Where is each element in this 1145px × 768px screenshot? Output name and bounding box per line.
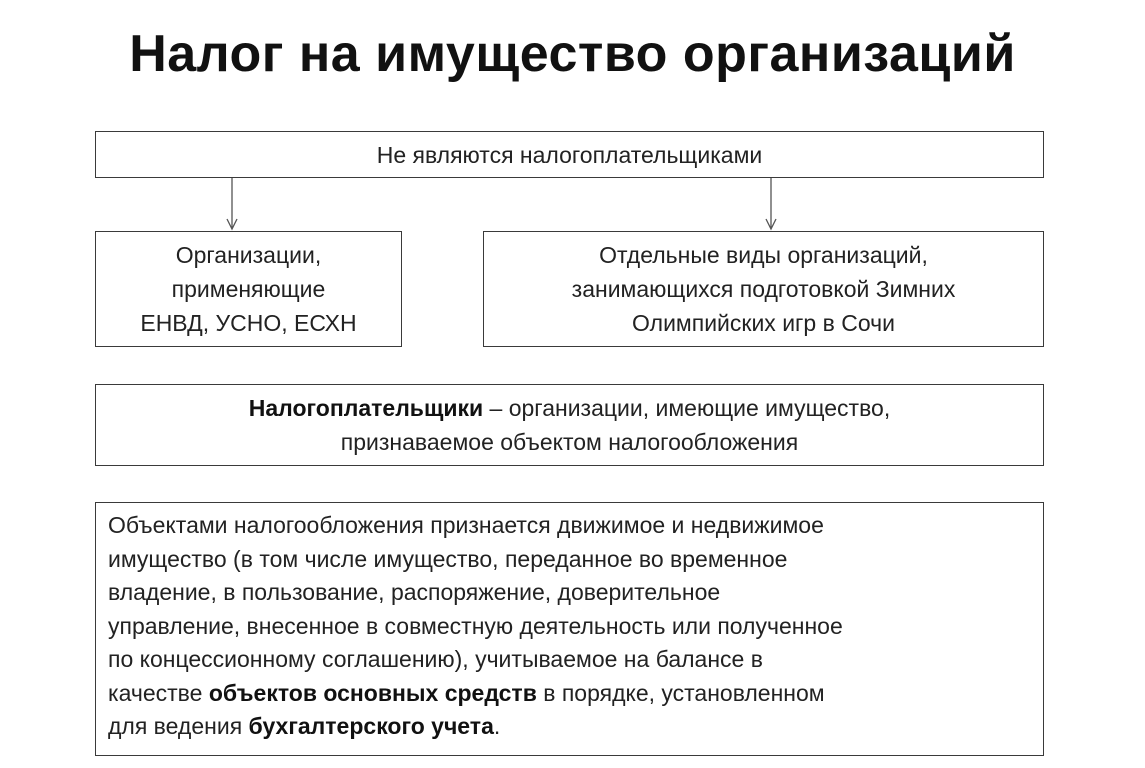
non-payers-box [95, 131, 1044, 178]
non-payers-label: Не являются налогоплательщиками [376, 141, 763, 168]
olympic-line: Олимпийских игр в Сочи [632, 310, 895, 336]
olympic-orgs-box [483, 231, 1044, 347]
special-tax-regime-orgs-box [95, 231, 402, 347]
arrow-to-olympic-organizations [766, 178, 776, 229]
objects-line [108, 710, 1031, 744]
taxpayers-line-1 [249, 391, 890, 425]
objects-line: Объектами налогообложения признается движимое и недвижимое [108, 512, 824, 538]
objects-text: . [493, 713, 501, 739]
tax-objects-box [95, 502, 1044, 756]
objects-line [108, 677, 1031, 711]
objects-line: по концессионному соглашению), учитываемое на балансе в [108, 646, 763, 672]
page-title: Налог на имущество организаций [129, 25, 1016, 83]
orgs-line: Организации, [175, 242, 322, 268]
olympic-line: Отдельные виды организаций, [599, 242, 928, 268]
objects-line: имущество (в том числе имущество, переданное во временное [108, 545, 788, 572]
objects-text: в порядке, установленном [536, 679, 825, 706]
fixed-assets-term: объектов основных средств [208, 679, 537, 706]
objects-text: для ведения [108, 713, 249, 739]
orgs-line: применяющие [171, 276, 326, 302]
olympic-line: занимающихся подготовкой Зимних [571, 276, 956, 302]
objects-line: управление, внесенное в совместную деятельность или полученное [108, 612, 843, 639]
taxpayers-box [95, 384, 1044, 466]
taxpayers-line-2: признаваемое объектом налогообложения [340, 429, 799, 455]
taxpayers-definition: – организации, имеющие имущество, [483, 395, 891, 421]
objects-line: владение, в пользование, распоряжение, доверительное [108, 579, 721, 605]
orgs-line: ЕНВД, УСНО, ЕСХН [140, 310, 357, 336]
taxpayers-term: Налогоплательщики [248, 395, 484, 421]
objects-text: качестве [108, 679, 209, 706]
accounting-term: бухгалтерского учета [248, 713, 494, 739]
arrow-to-special-regimes [227, 178, 237, 229]
